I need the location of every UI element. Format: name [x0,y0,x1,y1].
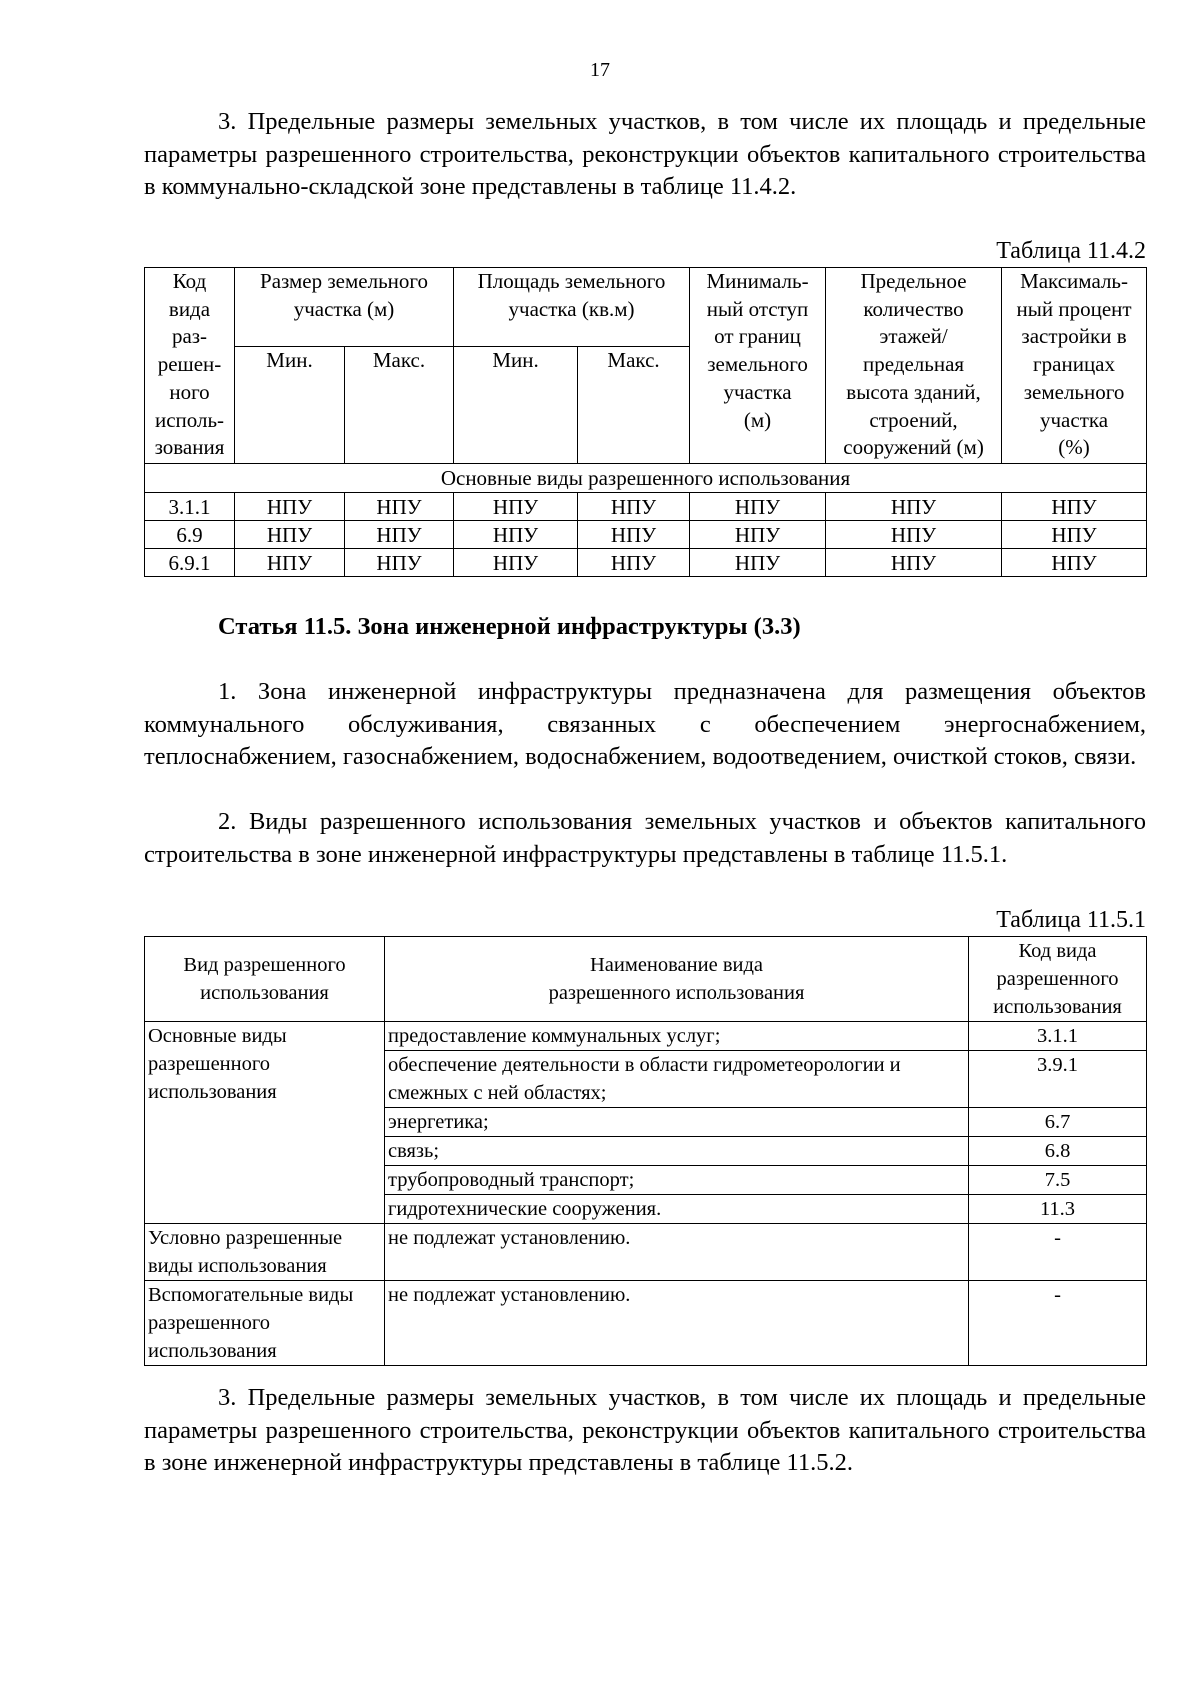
table-11-4-2-caption: Таблица 11.4.2 [996,238,1146,264]
paragraph-2-land-use-types: 2. Виды разрешенного использования земельных участков и объектов капитального строительства в зоне инженерной инфраструктуры представлены в таблице 11.5.1. [144,808,1146,868]
table-row [145,1224,1147,1281]
use-code: 3.1.1 [969,1022,1147,1051]
header-floors-height: Предельное количество этажей/ предельная высота зданий, строений, сооружений (м) [826,268,1002,464]
header-area-min: Мин. [454,347,578,464]
use-code: - [969,1281,1147,1366]
cell: НПУ [235,493,345,521]
use-code: 7.5 [969,1166,1147,1195]
cell: НПУ [578,549,690,577]
header-use-name: Наименование вида разрешенного использования [385,937,969,1022]
header-size-min: Мин. [235,347,345,464]
header-plot-area: Площадь земельного участка (кв.м) [454,268,690,347]
use-name: связь; [385,1137,969,1166]
table-row [145,521,1147,549]
section-main-types: Основные виды разрешенного использования [145,464,1147,493]
table-11-4-2 [144,267,1147,577]
cell: НПУ [690,493,826,521]
use-name: предоставление коммунальных услуг; [385,1022,969,1051]
cell: НПУ [1002,493,1147,521]
paragraph-3-zone-11-5: 3. Предельные размеры земельных участков, в том числе их площадь и предельные параметры разрешенного строительства, реконструкции объектов капитального строительства в зоне инженерной инфраструктуры представлены в таблице 11.5.2. [144,1384,1146,1476]
cell: НПУ [1002,521,1147,549]
use-name: обеспечение деятельности в области гидрометеорологии и смежных с ней областях; [385,1051,969,1108]
use-name: не подлежат установлению. [385,1224,969,1281]
cell: НПУ [1002,549,1147,577]
header-use-code: Код вида разрешенного использования [969,937,1147,1022]
cell: НПУ [578,493,690,521]
table-row [145,493,1147,521]
use-code: - [969,1224,1147,1281]
header-use-type: Вид разрешенного использования [145,937,385,1022]
cell: НПУ [454,521,578,549]
cell: НПУ [345,521,454,549]
cell: 6.9.1 [145,549,235,577]
header-min-indent: Минималь- ный отступ от границ земельного участка (м) [690,268,826,464]
use-name: трубопроводный транспорт; [385,1166,969,1195]
use-code: 3.9.1 [969,1051,1147,1108]
header-size-max: Макс. [345,347,454,464]
header-plot-size: Размер земельного участка (м) [235,268,454,347]
cell: НПУ [826,549,1002,577]
cell: 6.9 [145,521,235,549]
header-code: Код вида раз- решен- ного исполь- зования [145,268,235,464]
use-code: 6.8 [969,1137,1147,1166]
table-11-5-1-caption: Таблица 11.5.1 [996,907,1146,933]
cell: НПУ [826,521,1002,549]
use-name: гидротехнические сооружения. [385,1195,969,1224]
use-name: не подлежат установлению. [385,1281,969,1366]
use-code: 11.3 [969,1195,1147,1224]
cell: НПУ [454,549,578,577]
page-number: 17 [590,59,610,81]
cell: 3.1.1 [145,493,235,521]
cell: НПУ [345,549,454,577]
cell: НПУ [454,493,578,521]
article-title: Статья 11.5. Зона инженерной инфраструктуры (3.3) [218,613,801,640]
table-row [145,549,1147,577]
table-row [145,1281,1147,1366]
header-max-percent: Максималь- ный процент застройки в границах земельного участка (%) [1002,268,1147,464]
main-types-label: Основные виды разрешенного использования [145,1022,385,1224]
use-name: энергетика; [385,1108,969,1137]
cell: НПУ [578,521,690,549]
cell: НПУ [235,549,345,577]
cell: НПУ [345,493,454,521]
table-row [145,1022,1147,1051]
auxiliary-types-label: Вспомогательные виды разрешенного использования [145,1281,385,1366]
use-code: 6.7 [969,1108,1147,1137]
cell: НПУ [235,521,345,549]
paragraph-1-zone-purpose: 1. Зона инженерной инфраструктуры предназначена для размещения объектов коммунального обслуживания, связанных с обеспечением энергоснабжением, теплоснабжением, газоснабжением, водоснабжением, водоотведением, очисткой стоков, связи. [144,678,1146,770]
table-11-5-1 [144,936,1147,1366]
header-area-max: Макс. [578,347,690,464]
cell: НПУ [690,521,826,549]
conditional-types-label: Условно разрешенные виды использования [145,1224,385,1281]
cell: НПУ [826,493,1002,521]
cell: НПУ [690,549,826,577]
paragraph-3-zone-11-4: 3. Предельные размеры земельных участков, в том числе их площадь и предельные параметры разрешенного строительства, реконструкции объектов капитального строительства в коммунально-складской зоне представлены в таблице 11.4.2. [144,108,1146,200]
